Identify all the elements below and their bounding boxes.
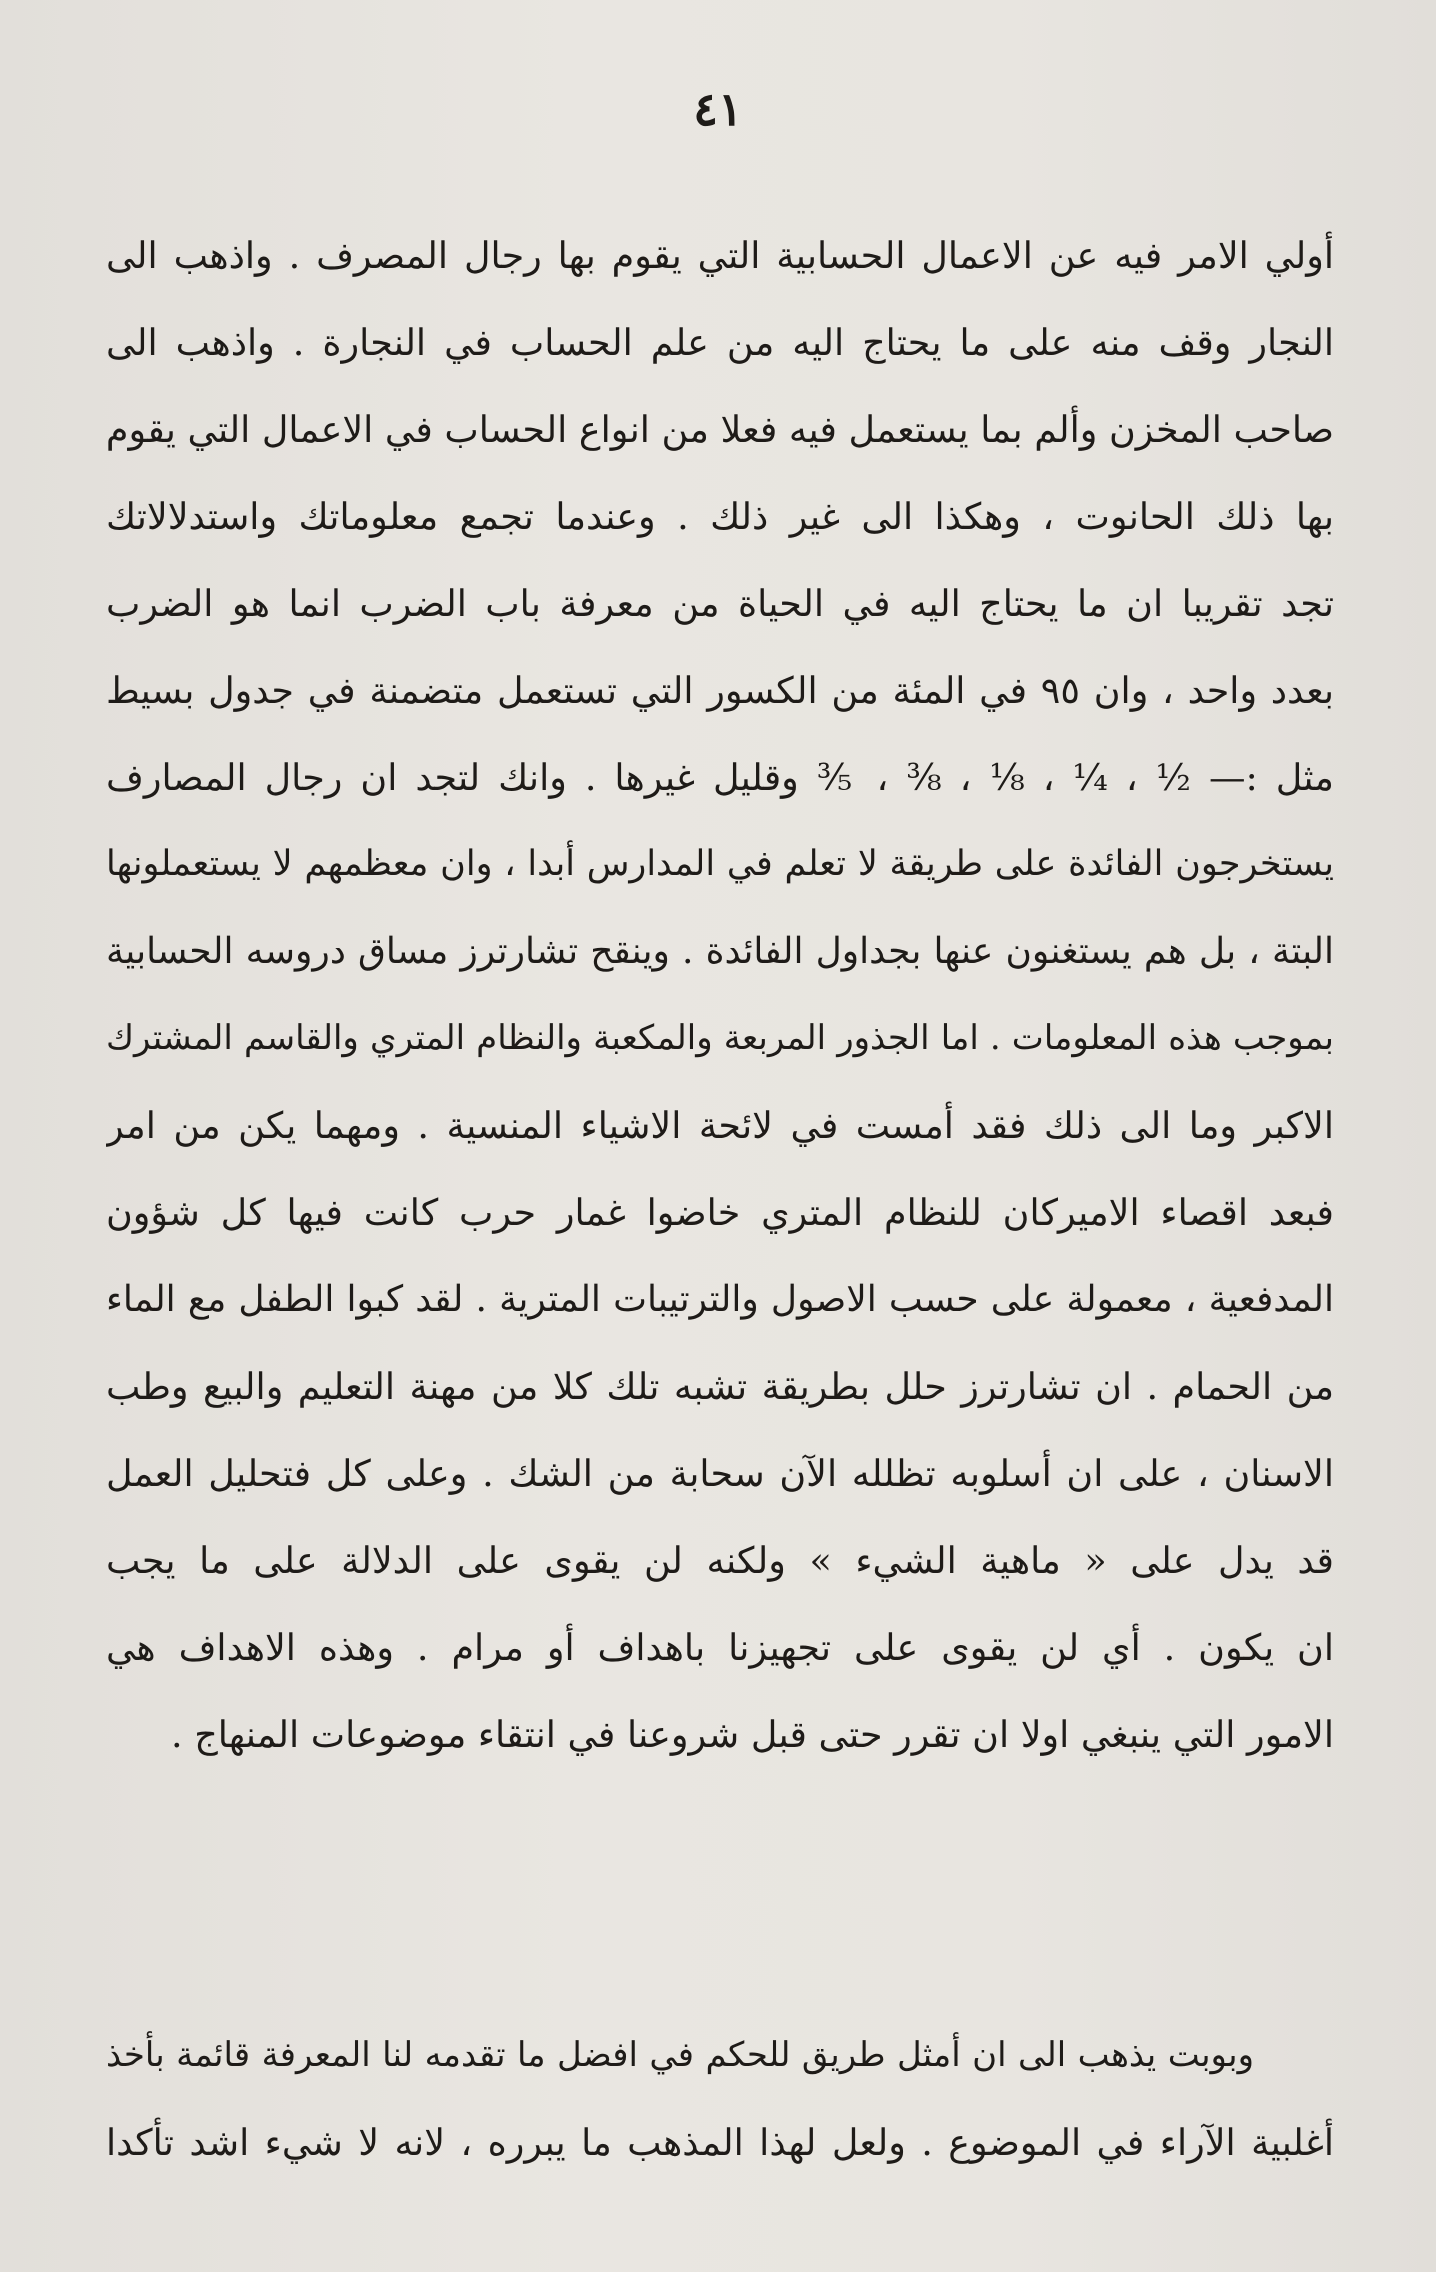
page-number: ٤١ [693, 82, 743, 136]
text-line: النجار وقف منه على ما يحتاج اليه من علم الحساب في النجارة . واذهب الى [106, 321, 1334, 364]
text-line: بموجب هذه المعلومات . اما الجذور المربعة والمكعبة والنظام المتري والقاسم المشترك [106, 1018, 1334, 1058]
text-line: وبوبت يذهب الى ان أمثل طريق للحكم في افضل ما تقدمه لنا المعرفة قائمة بأخذ [106, 2035, 1254, 2075]
text-line: بعدد واحد ، وان ٩٥ في المئة من الكسور التي تستعمل متضمنة في جدول بسيط [106, 669, 1334, 712]
text-line: الامور التي ينبغي اولا ان تقرر حتى قبل شروعنا في انتقاء موضوعات المنهاج . [171, 1713, 1334, 1756]
text-line: ان يكون . أي لن يقوى على تجهيزنا باهداف أو مرام . وهذه الاهداف هي [106, 1626, 1334, 1669]
text-line: أولي الامر فيه عن الاعمال الحسابية التي يقوم بها رجال المصرف . واذهب الى [106, 234, 1334, 277]
text-line: من الحمام . ان تشارترز حلل بطريقة تشبه تلك كلا من مهنة التعليم والبيع وطب [106, 1365, 1334, 1408]
text-line: بها ذلك الحانوت ، وهكذا الى غير ذلك . وعندما تجمع معلوماتك واستدلالاتك [106, 495, 1334, 538]
text-line: البتة ، بل هم يستغنون عنها بجداول الفائدة . وينقح تشارترز مساق دروسه الحسابية [106, 931, 1334, 972]
text-line: الاكبر وما الى ذلك فقد أمست في لائحة الاشياء المنسية . ومهما يكن من امر [106, 1104, 1334, 1147]
text-line: يستخرجون الفائدة على طريقة لا تعلم في المدارس أبدا ، وان معظمهم لا يستعملونها [106, 844, 1334, 884]
text-line: مثل :— ½ ، ¼ ، ⅛ ، ⅜ ، ⅗ وقليل غيرها . وانك لتجد ان رجال المصارف [106, 756, 1334, 799]
paragraph-1 [106, 212, 1334, 1778]
text-line: فبعد اقصاء الاميركان للنظام المتري خاضوا غمار حرب كانت فيها كل شؤون [106, 1191, 1334, 1234]
text-line: الاسنان ، على ان أسلوبه تظلله الآن سحابة من الشك . وعلى كل فتحليل العمل [106, 1452, 1334, 1495]
paragraph-2 [106, 2012, 1334, 2186]
text-line: المدفعية ، معمولة على حسب الاصول والترتيبات المترية . لقد كبوا الطفل مع الماء [106, 1279, 1334, 1320]
text-line: تجد تقريبا ان ما يحتاج اليه في الحياة من معرفة باب الضرب انما هو الضرب [106, 582, 1334, 625]
text-line: قد يدل على « ماهية الشيء » ولكنه لن يقوى على الدلالة على ما يجب [106, 1539, 1334, 1582]
text-line: أغلبية الآراء في الموضوع . ولعل لهذا المذهب ما يبرره ، لانه لا شيء اشد تأكدا [106, 2121, 1334, 2164]
text-line: صاحب المخزن وألم بما يستعمل فيه فعلا من انواع الحساب في الاعمال التي يقوم [106, 408, 1334, 451]
